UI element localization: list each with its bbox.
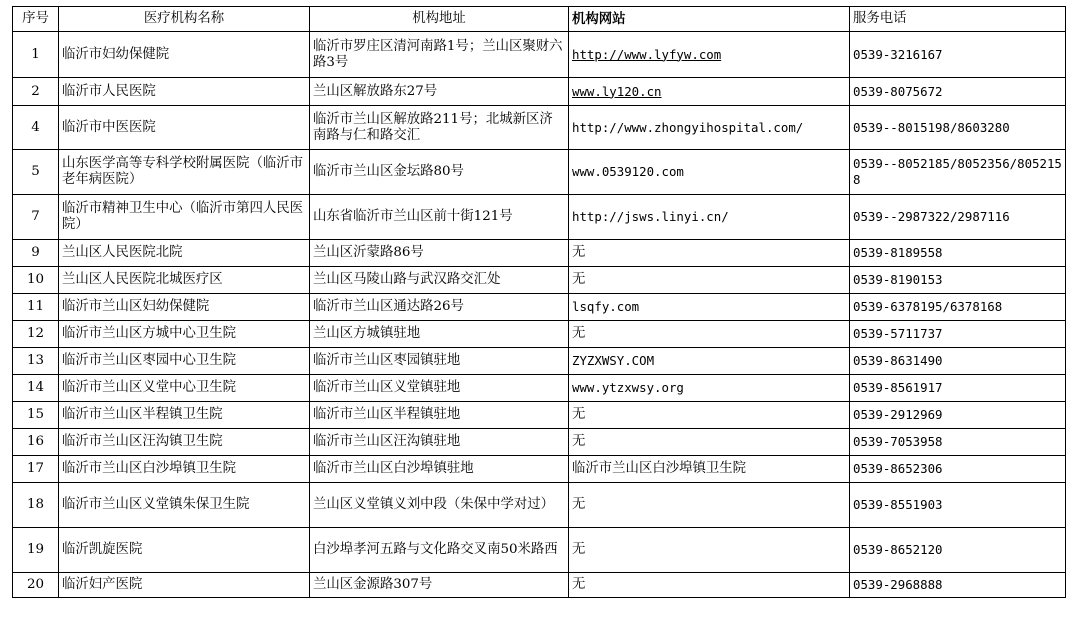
row-address: 临沂市罗庄区清河南路1号；兰山区聚财六路3号	[310, 32, 569, 78]
row-phone: 0539-8652120	[850, 528, 1066, 573]
header-website: 机构网站	[569, 7, 850, 32]
header-address: 机构地址	[310, 7, 569, 32]
row-address: 兰山区沂蒙路86号	[310, 240, 569, 267]
row-num: 15	[13, 402, 59, 429]
row-website: www.ytzxwsy.org	[569, 375, 850, 402]
row-name: 山东医学高等专科学校附属医院（临沂市老年病医院）	[59, 150, 310, 195]
row-website: 无	[569, 528, 850, 573]
row-name: 临沂市中医医院	[59, 106, 310, 150]
row-name: 临沂市兰山区枣园中心卫生院	[59, 348, 310, 375]
row-phone: 0539-7053958	[850, 429, 1066, 456]
row-website: www.0539120.com	[569, 150, 850, 195]
row-address: 兰山区方城镇驻地	[310, 321, 569, 348]
row-name: 兰山区人民医院北城医疗区	[59, 267, 310, 294]
table-row	[13, 456, 1066, 483]
row-address: 临沂市兰山区汪沟镇驻地	[310, 429, 569, 456]
row-website: 无	[569, 402, 850, 429]
table-row	[13, 195, 1066, 240]
row-website: 无	[569, 267, 850, 294]
row-num: 16	[13, 429, 59, 456]
row-website: http://jsws.linyi.cn/	[569, 195, 850, 240]
row-phone: 0539-8631490	[850, 348, 1066, 375]
row-website: ZYZXWSY.COM	[569, 348, 850, 375]
row-phone: 0539-8551903	[850, 483, 1066, 528]
row-name: 临沂市兰山区半程镇卫生院	[59, 402, 310, 429]
row-website: 无	[569, 321, 850, 348]
row-website: http://www.zhongyihospital.com/	[569, 106, 850, 150]
table-row	[13, 267, 1066, 294]
website-link[interactable]: http://www.lyfyw.com	[572, 46, 722, 62]
row-website: 临沂市兰山区白沙埠镇卫生院	[569, 456, 850, 483]
table-row	[13, 375, 1066, 402]
row-num: 10	[13, 267, 59, 294]
row-address: 兰山区马陵山路与武汉路交汇处	[310, 267, 569, 294]
row-phone: 0539--8052185/8052356/8052158	[850, 150, 1066, 195]
row-num: 14	[13, 375, 59, 402]
header-phone: 服务电话	[850, 7, 1066, 32]
row-name: 临沂市精神卫生中心（临沂市第四人民医院）	[59, 195, 310, 240]
table-row	[13, 106, 1066, 150]
row-name: 临沂市人民医院	[59, 78, 310, 106]
table-row	[13, 573, 1066, 598]
row-phone: 0539-2912969	[850, 402, 1066, 429]
table-body	[13, 32, 1066, 598]
row-num: 9	[13, 240, 59, 267]
row-address: 临沂市兰山区枣园镇驻地	[310, 348, 569, 375]
row-name: 临沂市兰山区方城中心卫生院	[59, 321, 310, 348]
header-row	[13, 7, 1066, 32]
row-address: 临沂市兰山区白沙埠镇驻地	[310, 456, 569, 483]
row-website: 无	[569, 573, 850, 598]
table-row	[13, 150, 1066, 195]
hospital-table	[12, 6, 1066, 598]
row-phone: 0539--8015198/8603280	[850, 106, 1066, 150]
row-name: 临沂凯旋医院	[59, 528, 310, 573]
hospital-list-sheet	[12, 6, 1066, 598]
row-website: 无	[569, 429, 850, 456]
row-address: 临沂市兰山区通达路26号	[310, 294, 569, 321]
row-address: 白沙埠孝河五路与文化路交叉南50米路西	[310, 528, 569, 573]
row-num: 1	[13, 32, 59, 78]
row-website[interactable]	[569, 78, 850, 106]
row-num: 11	[13, 294, 59, 321]
row-phone: 0539-8189558	[850, 240, 1066, 267]
table-row	[13, 240, 1066, 267]
row-website: 无	[569, 483, 850, 528]
row-name: 兰山区人民医院北院	[59, 240, 310, 267]
row-address: 兰山区义堂镇义刘中段（朱保中学对过）	[310, 483, 569, 528]
row-num: 12	[13, 321, 59, 348]
table-row	[13, 348, 1066, 375]
row-num: 5	[13, 150, 59, 195]
row-num: 17	[13, 456, 59, 483]
table-row	[13, 483, 1066, 528]
row-address: 临沂市兰山区半程镇驻地	[310, 402, 569, 429]
row-address: 临沂市兰山区金坛路80号	[310, 150, 569, 195]
row-num: 2	[13, 78, 59, 106]
row-website: lsqfy.com	[569, 294, 850, 321]
row-num: 4	[13, 106, 59, 150]
header-num: 序号	[13, 7, 59, 32]
row-phone: 0539-8652306	[850, 456, 1066, 483]
table-row	[13, 402, 1066, 429]
table-row	[13, 429, 1066, 456]
row-num: 19	[13, 528, 59, 573]
row-address: 兰山区金源路307号	[310, 573, 569, 598]
website-link[interactable]: www.ly120.cn	[572, 83, 662, 99]
table-row	[13, 528, 1066, 573]
row-phone: 0539-2968888	[850, 573, 1066, 598]
row-address: 山东省临沂市兰山区前十街121号	[310, 195, 569, 240]
row-name: 临沂市兰山区妇幼保健院	[59, 294, 310, 321]
table-row	[13, 78, 1066, 106]
row-name: 临沂市兰山区义堂中心卫生院	[59, 375, 310, 402]
row-phone: 0539-5711737	[850, 321, 1066, 348]
row-name: 临沂市兰山区汪沟镇卫生院	[59, 429, 310, 456]
table-row	[13, 321, 1066, 348]
row-phone: 0539-6378195/6378168	[850, 294, 1066, 321]
row-address: 临沂市兰山区解放路211号；北城新区济南路与仁和路交汇	[310, 106, 569, 150]
row-phone: 0539-8561917	[850, 375, 1066, 402]
header-name: 医疗机构名称	[59, 7, 310, 32]
row-name: 临沂妇产医院	[59, 573, 310, 598]
row-name: 临沂市妇幼保健院	[59, 32, 310, 78]
row-num: 13	[13, 348, 59, 375]
row-num: 7	[13, 195, 59, 240]
row-address: 临沂市兰山区义堂镇驻地	[310, 375, 569, 402]
row-phone: 0539-8190153	[850, 267, 1066, 294]
row-address: 兰山区解放路东27号	[310, 78, 569, 106]
row-phone: 0539-8075672	[850, 78, 1066, 106]
row-phone: 0539--2987322/2987116	[850, 195, 1066, 240]
row-num: 18	[13, 483, 59, 528]
row-name: 临沂市兰山区义堂镇朱保卫生院	[59, 483, 310, 528]
row-website: 无	[569, 240, 850, 267]
table-row	[13, 294, 1066, 321]
row-website[interactable]	[569, 32, 850, 78]
table-row	[13, 32, 1066, 78]
row-phone: 0539-3216167	[850, 32, 1066, 78]
row-name: 临沂市兰山区白沙埠镇卫生院	[59, 456, 310, 483]
row-num: 20	[13, 573, 59, 598]
